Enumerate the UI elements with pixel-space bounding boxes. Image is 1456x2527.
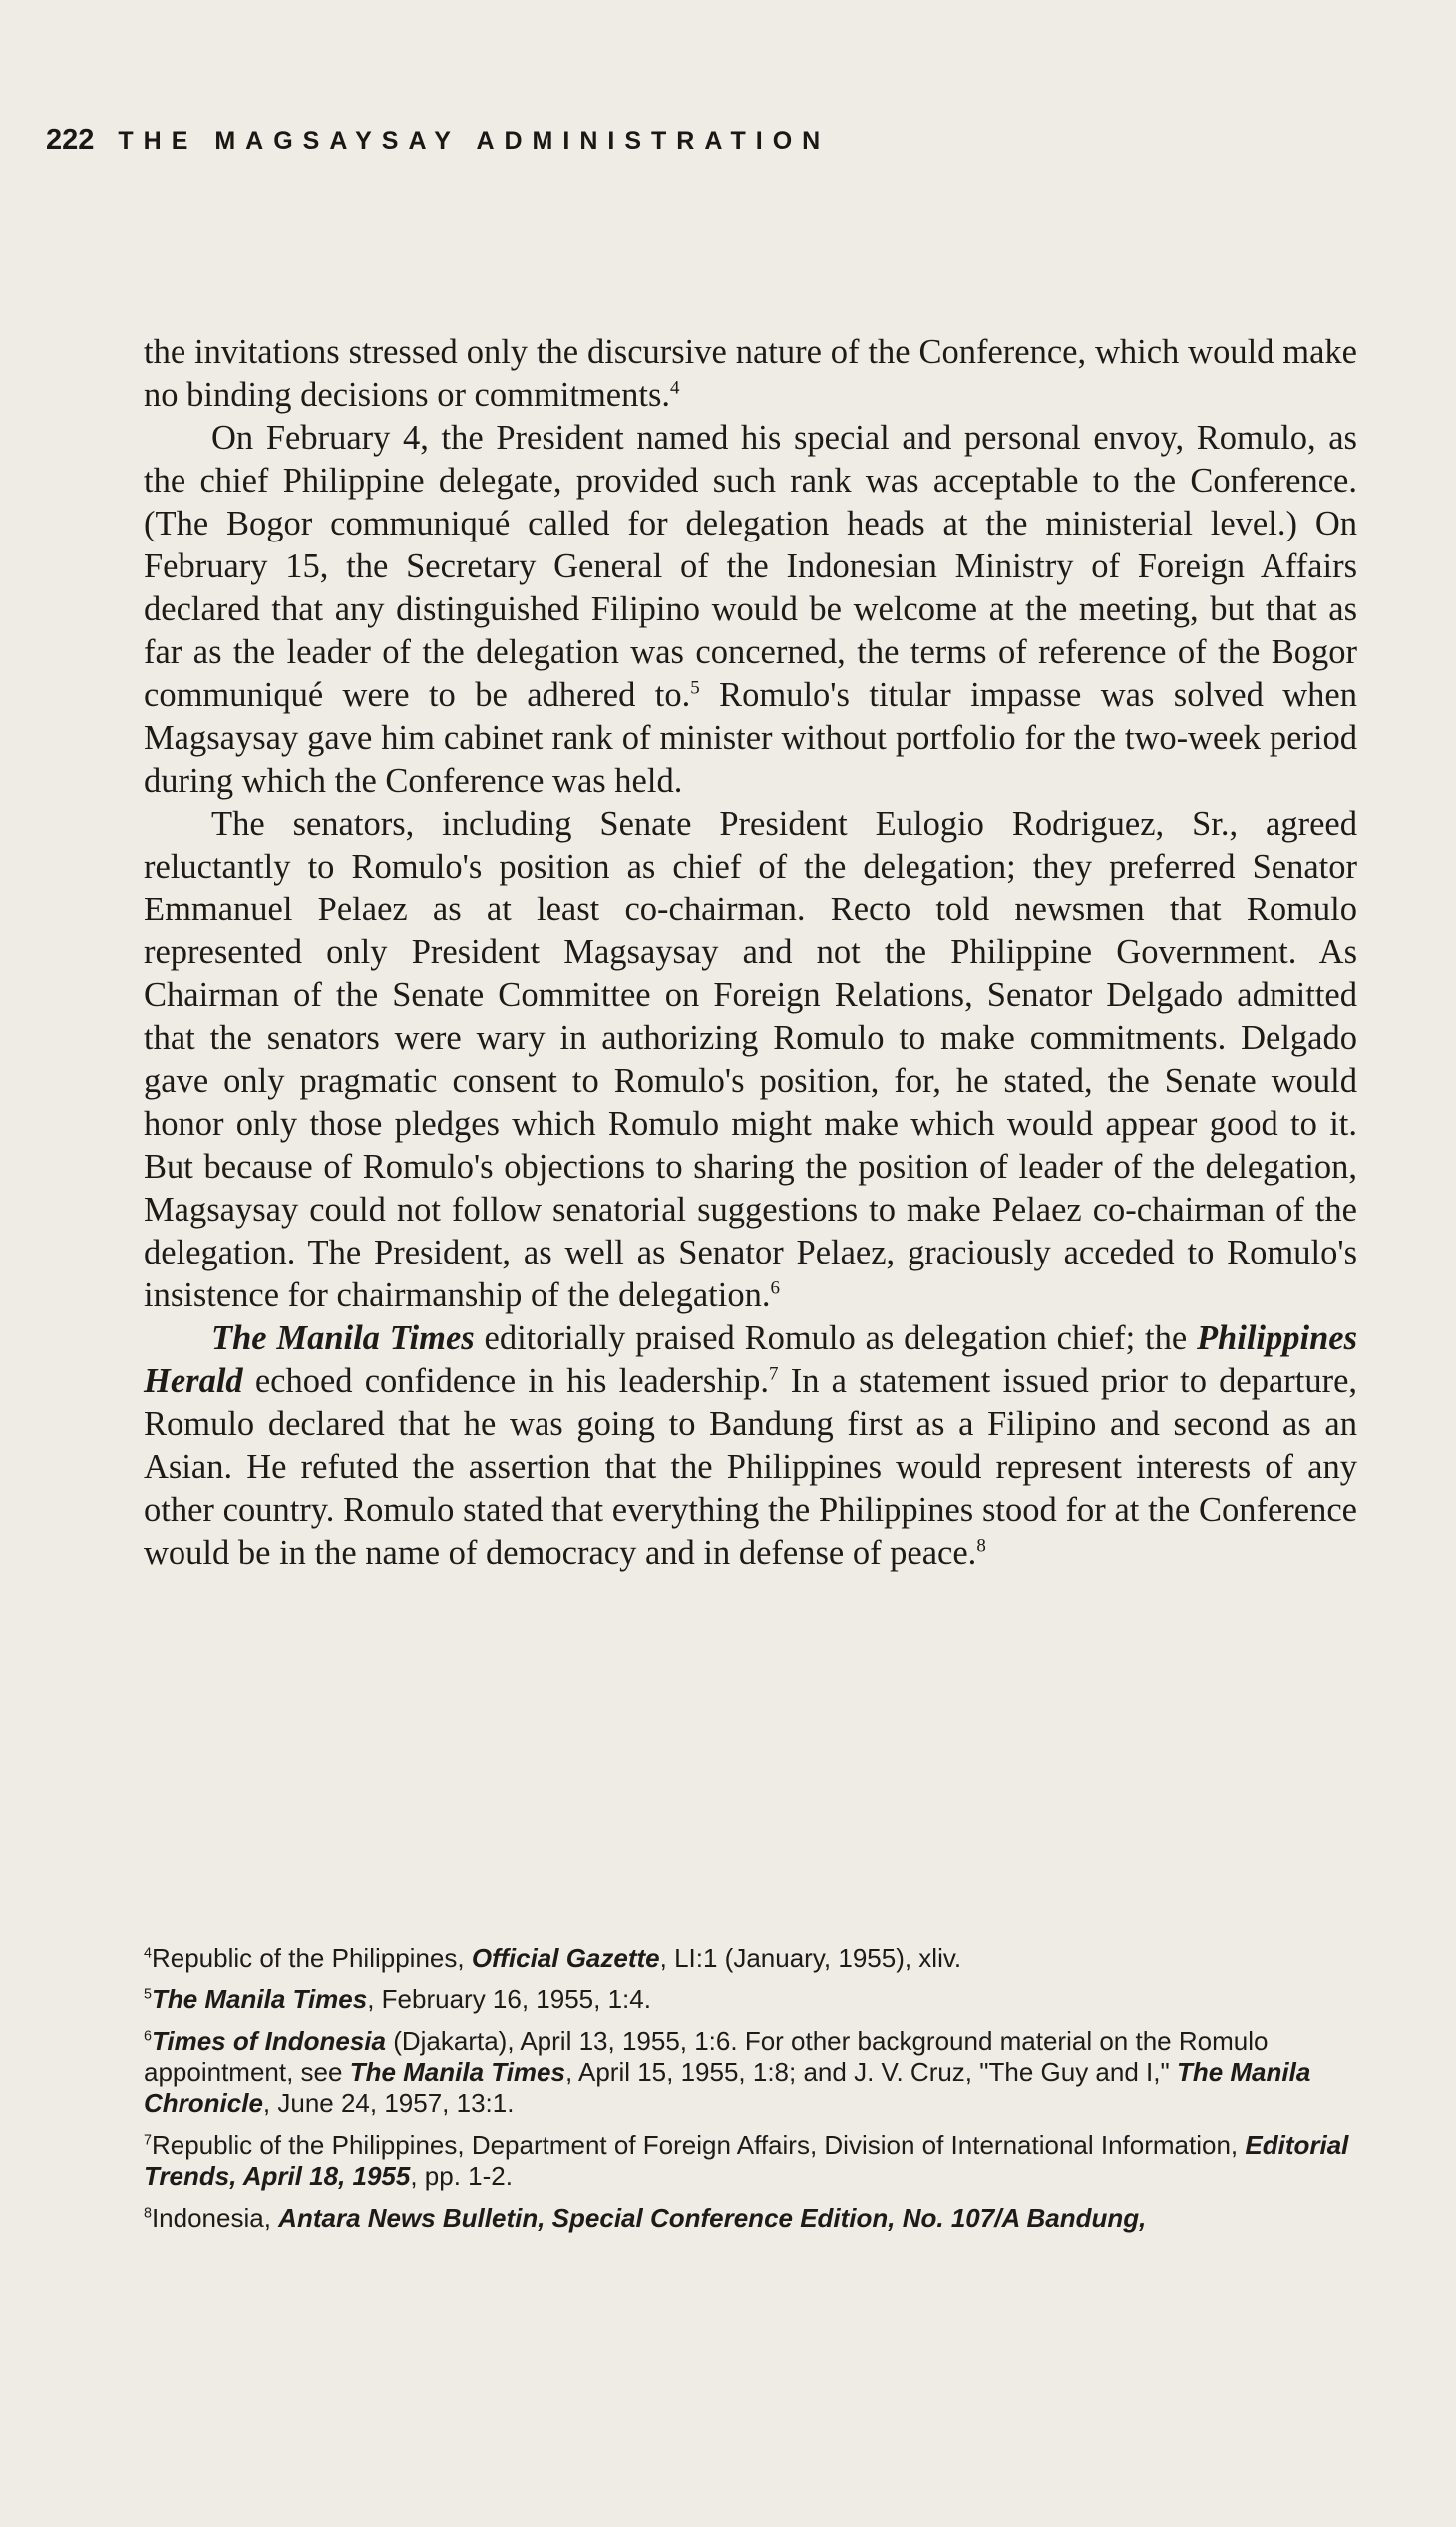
note-reference: 4	[144, 1945, 152, 1962]
text-run: , pp. 1-2.	[410, 2161, 513, 2191]
italic-title: Official Gazette	[471, 1943, 660, 1973]
note-reference: 5	[144, 1986, 152, 2003]
note-reference: 7	[769, 1363, 779, 1385]
paragraph	[144, 417, 1357, 803]
note-reference: 5	[690, 677, 700, 699]
text-run: The senators, including Senate President Eulogio Rodriguez, Sr., agreed reluctantly to Romulo's position as chief of the delegation; they preferred Senator Emmanuel Pelaez as at least co-chairman. Recto told newsmen that Romulo represented only President Magsaysay and not the Philippine Government. As Chairman of the Senate Committee on Foreign Relations, Senator Delgado admitted that the senators were wary in authorizing Romulo to make commitments. Delgado gave only pragmatic consent to Romulo's position, for, he stated, the Senate would honor only those pledges which Romulo might make which would appear good to it. But because of Romulo's objections to sharing the position of leader of the delegation, Magsaysay could not follow senatorial suggestions to make Pelaez co-chairman of the delegation. The President, as well as Senator Pelaez, graciously acceded to Romulo's insistence for chairmanship of the delegation.	[144, 805, 1357, 1314]
note-reference: 6	[144, 2028, 152, 2045]
footnote	[144, 2026, 1358, 2119]
text-run: echoed confidence in his leadership.	[242, 1362, 770, 1400]
text-run: In a statement issued prior to departure, Romulo declared that he was going to Bandung first as a Filipino and second as an Asian. He refuted the assertion that the Philippines would represent interests of any other country. Romulo stated that everything the Philippines stood for at the Conference would be in the name of democracy and in defense of peace.	[144, 1362, 1358, 1572]
footnotes	[144, 1943, 1358, 2245]
text-run: Romulo's titular impasse was solved when Magsaysay gave him cabinet rank of minister without portfolio for the two-week period during which the Conference was held.	[144, 676, 1357, 800]
footnote	[144, 1985, 1358, 2015]
text-run: Republic of the Philippines, Department of Foreign Affairs, Division of International Information,	[151, 2130, 1246, 2160]
text-run: the invitations stressed only the discursive nature of the Conference, which would make no binding decisions or commitments.	[144, 333, 1357, 414]
italic-title: Philippines Herald	[144, 1319, 1357, 1400]
note-reference: 4	[670, 377, 680, 399]
footnote	[144, 1943, 1358, 1974]
running-title: THE MAGSAYSAY ADMINISTRATION	[118, 127, 831, 155]
paragraph	[144, 331, 1357, 417]
text-run: Indonesia,	[151, 2203, 279, 2233]
note-reference: 7	[144, 2132, 152, 2149]
body-text	[144, 331, 1357, 1575]
italic-title: Antara News Bulletin, Special Conference Edition, No. 107/A Bandung,	[278, 2203, 1147, 2233]
page-number: 222	[46, 124, 95, 156]
text-run: , April 15, 1955, 1:8; and J. V. Cruz, "The Guy and I,"	[564, 2057, 1177, 2087]
note-reference: 8	[144, 2205, 152, 2222]
footnote	[144, 2130, 1358, 2192]
text-run: , February 16, 1955, 1:4.	[367, 1985, 651, 2014]
paragraph	[144, 1317, 1357, 1575]
note-reference: 6	[770, 1277, 780, 1299]
text-run: editorially praised Romulo as delegation chief; the	[474, 1319, 1197, 1357]
text-run: , LI:1 (January, 1955), xliv.	[659, 1943, 962, 1973]
italic-title: Times of Indonesia	[151, 2026, 386, 2056]
italic-title: The Manila Chronicle	[144, 2057, 1311, 2118]
note-reference: 8	[976, 1535, 986, 1557]
italic-title: Editorial Trends, April 18, 1955	[144, 2130, 1349, 2191]
footnote	[144, 2203, 1358, 2234]
text-run: (Djakarta), April 13, 1955, 1:6. For other background material on the Romulo appointment, see	[144, 2026, 1269, 2087]
running-head	[46, 124, 830, 157]
text-run: Republic of the Philippines,	[151, 1943, 472, 1973]
text-run: , June 24, 1957, 13:1.	[262, 2088, 515, 2118]
paragraph	[144, 803, 1357, 1317]
italic-title: The Manila Times	[349, 2057, 565, 2087]
italic-title: The Manila Times	[151, 1985, 368, 2014]
italic-title: The Manila Times	[211, 1319, 475, 1357]
text-run: On February 4, the President named his special and personal envoy, Romulo, as the chief Philippine delegate, provided such rank was acceptable to the Conference. (The Bogor communiqué called for delegation heads at the ministerial level.) On February 15, the Secretary General of the Indonesian Ministry of Foreign Affairs declared that any distinguished Filipino would be welcome at the meeting, but that as far as the leader of the delegation was concerned, the terms of reference of the Bogor communiqué were to be adhered to.	[144, 419, 1357, 714]
